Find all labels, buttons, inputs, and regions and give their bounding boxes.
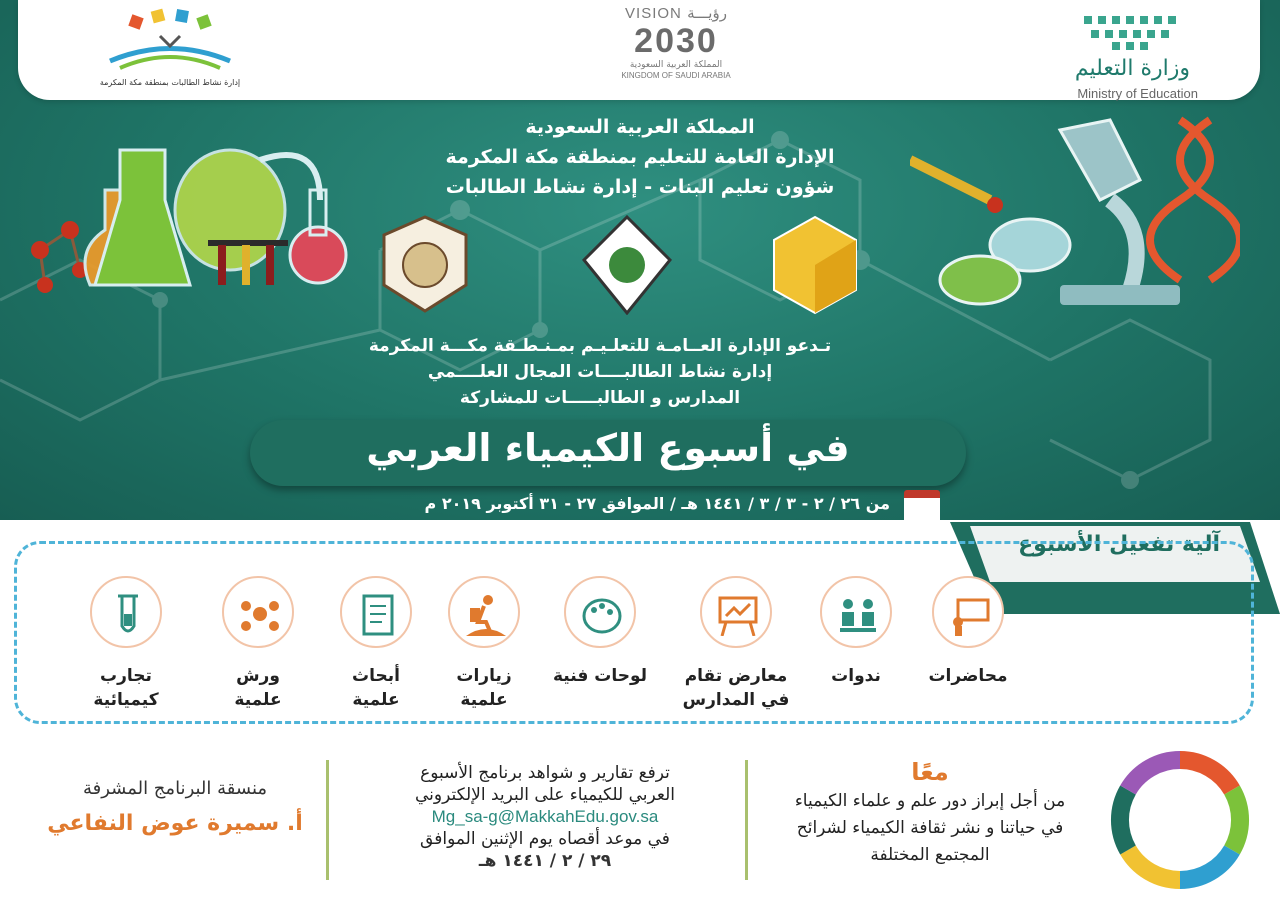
top-logo-bar xyxy=(18,0,1260,100)
reports-deadline: ٢٩ / ٢ / ١٤٤١ هـ xyxy=(478,851,612,871)
vision-year: 2030 xyxy=(634,22,718,60)
palette-icon xyxy=(580,592,624,636)
saudi-chemical-society-emblem xyxy=(380,215,470,315)
activity-icon-ring xyxy=(222,576,294,648)
hiker-icon xyxy=(464,592,508,636)
activity-icon-ring xyxy=(700,576,772,648)
event-title: في أسبوع الكيمياء العربي xyxy=(366,426,850,470)
activity-icon-ring xyxy=(932,576,1004,648)
microscope-dna-illustration xyxy=(910,110,1240,320)
event-dates: من ٢٦ / ٢ - ٣ / ٣ / ١٤٤١ هـ / الموافق ٢٧ - ٣١ أكتوبر ٢٠١٩ م xyxy=(424,494,890,513)
activity-label: لوحات فنية xyxy=(553,666,647,686)
activity-item xyxy=(676,576,796,726)
supervisor-role: منسقة البرنامج المشرفة xyxy=(82,778,268,799)
arab-chemists-union-emblem xyxy=(582,215,672,315)
ministry-name-en: Ministry of Education xyxy=(1077,86,1198,101)
activity-icon-ring xyxy=(340,576,412,648)
heading-block xyxy=(340,112,940,202)
activity-label: محاضرات xyxy=(928,666,1008,686)
student-activity-caption: إدارة نشاط الطالبات بمنطقة مكة المكرمة xyxy=(99,78,241,87)
lab-glassware-illustration xyxy=(20,120,350,310)
activity-label: ندوات xyxy=(831,666,881,686)
invitation-line-2: إدارة نشاط الطالبــــات المجال العلــــمي xyxy=(427,362,773,382)
reports-section xyxy=(350,762,740,872)
vision-kingdom-en: KINGDOM OF SAUDI ARABIA xyxy=(621,71,731,80)
date-row xyxy=(300,490,940,520)
activity-label: زيارات علمية xyxy=(456,666,512,710)
activity-item xyxy=(316,576,436,726)
arab-chemistry-week-emblem xyxy=(770,215,860,315)
joined-hands-icon xyxy=(1110,750,1250,890)
activity-item xyxy=(908,576,1028,726)
ministry-name-ar: وزارة التعليم xyxy=(1074,56,1190,81)
together-body: من أجل إبراز دور علم و علماء الكيمياء في حياتنا و نشر ثقافة الكيمياء لشرائح المجتمع المختلفة xyxy=(794,791,1066,865)
invitation-block xyxy=(250,333,950,411)
together-section xyxy=(760,758,1100,869)
reports-line-2: العربي للكيمياء على البريد الإلكتروني xyxy=(414,785,676,805)
activity-item xyxy=(198,576,318,726)
exhibition-icon xyxy=(716,592,760,636)
test-tube-icon xyxy=(106,592,150,636)
ministry-dots-icon xyxy=(1080,12,1190,52)
activity-item xyxy=(66,576,186,726)
student-activity-logo xyxy=(90,6,250,96)
footer-divider-right xyxy=(745,760,748,880)
workshop-icon xyxy=(238,592,282,636)
vision-2030-logo xyxy=(596,4,756,96)
reports-email[interactable]: Mg_sa-g@MakkahEdu.gov.sa xyxy=(431,807,659,826)
activity-label: معارض تقام في المدارس xyxy=(682,666,790,710)
activity-item xyxy=(796,576,916,726)
together-title: معًا xyxy=(911,758,949,786)
reports-line-1: ترفع تقارير و شواهد برنامج الأسبوع xyxy=(420,763,670,783)
vision-kingdom-ar: المملكة العربية السعودية xyxy=(629,60,723,70)
heading-line-1: المملكة العربية السعودية xyxy=(525,116,755,138)
activity-label: أبحاث علمية xyxy=(352,666,400,710)
activity-item xyxy=(424,576,544,726)
activity-icon-ring xyxy=(564,576,636,648)
mechanism-title: آلية تفعيل الأسبوع xyxy=(1018,532,1220,557)
calendar-icon xyxy=(904,490,940,520)
heading-line-3: شؤون تعليم البنات - إدارة نشاط الطالبات xyxy=(445,176,835,198)
activity-icon-ring xyxy=(90,576,162,648)
vision-label: VISION رؤيـــة xyxy=(625,5,727,22)
activity-icon-ring xyxy=(448,576,520,648)
seminar-icon xyxy=(836,592,880,636)
notebook-icon xyxy=(356,592,400,636)
lecture-icon xyxy=(948,592,992,636)
reports-line-3: في موعد أقصاه يوم الإثنين الموافق xyxy=(420,829,670,849)
activity-icon-ring xyxy=(820,576,892,648)
supervisor-section xyxy=(40,778,310,836)
footer-divider-left xyxy=(326,760,329,880)
invitation-line-1: تـدعو الإدارة العــامـة للتعلـيـم بمـنـطـقة مكـــة المكرمة xyxy=(368,336,832,356)
activity-item xyxy=(540,576,660,726)
ministry-of-education-logo xyxy=(1050,6,1220,101)
activity-label: ورش علمية xyxy=(234,666,282,710)
heading-line-2: الإدارة العامة للتعليم بمنطقة مكة المكرمة xyxy=(445,146,835,168)
event-title-banner xyxy=(250,420,966,486)
invitation-line-3: المدارس و الطالبـــــات للمشاركة xyxy=(459,388,741,408)
supervisor-name: أ. سميرة عوض النفاعي xyxy=(47,811,303,836)
activity-label: تجارب كيميائية xyxy=(93,666,159,710)
